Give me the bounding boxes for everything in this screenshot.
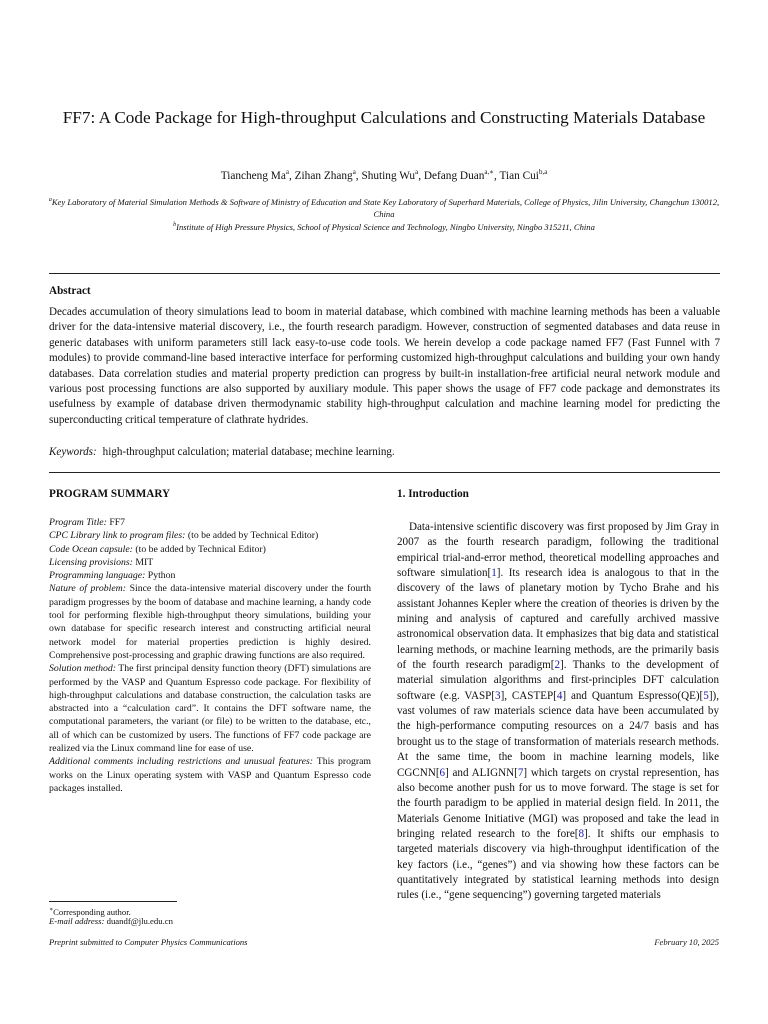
program-summary-body [49, 516, 371, 795]
summary-item: Nature of problem: Since the data-intensive material discovery under the fourth paradigm progresses by the boom of database and machine learning, a handy code tool for performing flexible high-throughput theory simulations, building your own database for specific research interest and constructing artificial neural network model for material properties prediction is highly desired. Comprehensive post-processing and graphic drawing functions are also required. [49, 583, 371, 661]
abstract-bottom-rule [49, 472, 720, 473]
introduction-text: Data-intensive scientific discovery was first proposed by Jim Gray in 2007 as the fourth research paradigm, following the traditional empirical trial-and-error method, theoretical modelling approaches and software simulation[1]. Its research idea is analogous to that in the discovery of the laws of planetary motion by Tycho Brahe and his assistant Johannes Kepler where the creation of theories is driven by the mining and analysis of captured and carefully archived massive astronomical observation data. It emphasizes that big data and statistical learning methods, or machine learning methods, are the primarily basis of the fourth research paradigm[2]. Thanks to the development of material simulation algorithms and first-principles DFT calculation software (e.g. VASP[3], CASTEP[4] and Quantum Espresso(QE)[5]), vast volumes of raw materials science data have been accumulated by the high-performance computing resources on a 24/7 basis and has brought us to the stage of transformation of materials research methods. At the same time, the boom in machine learning models, like CGCNN[6] and ALIGNN[7] which targets on crystal represention, has also become another push for us to move forward. The stage is set for the fourth paradigm to be applied in material design field. In 2011, the Materials Genome Initiative (MGI) was proposed and take the lead in bringing related research to the fore[8]. It shifts our emphasis to targeted materials discovery via high-throughput identification of the key factors (i.e., “genes”) and via showing how these factors can be quantitatively integrated by statistical learning methods into design rules (i.e., “gene sequencing”) governing targeted materials [397, 521, 720, 902]
abstract-text: Decades accumulation of theory simulations lead to boom in material database, which combined with machine learning methods has been a valuable driver for the data-intensive material discovery, i.e., the fourth research paradigm. However, construction of segmented databases and data reuse in generic databases with uniform parameters still lack easy-to-use code tools. We herein develop a code package named FF7 (Fast Funnel with 7 modules) to provide command-line based interactive interface for performing customized high-throughput calculations and building your own handy databases. Data correlation studies and material property prediction can progress by built-in installation-free artificial neural network module and various post processing functions are also supported by auxiliary module. This paper shows the usage of FF7 code package and demonstrates its usefulness by example of database driven thermodynamic stability high-throughput calculation and machine learning model for predicting the superconducting critical temperature of clathrate hydrides. [49, 306, 720, 426]
author: Zihan Zhang$^a$, [294, 168, 362, 182]
author: Defang Duan$^{a,∗}$, [423, 168, 500, 182]
paper-title: FF7: A Code Package for High-throughput Calculations and Constructing Materials Database [62, 108, 706, 127]
email-link[interactable]: duandf@jlu.edu.cn [106, 916, 173, 926]
footnote-corresponding: ∗Corresponding author. [49, 906, 131, 917]
summary-item: Additional comments including restrictions and unusual features: This program works on the Linux operating system with VASP and Quantum Espresso code packages installed. [49, 756, 371, 794]
summary-item: Solution method: The first principal density function theory (DFT) simulations are performed by the VASP and Quantum Espresso code package. For flexibility of high-throughput calculations and database construction, the calculation tasks are abstracted into a “calculation card”. It contains the DFT software name, the computational parameters, the variant (or file) to be written to the database, etc., all of which can be customized by users. The functions of FF7 code package are realized via the Linux command line for ease of use. [49, 663, 371, 755]
citation-link[interactable]: 6 [439, 766, 446, 779]
citation-link[interactable]: 8 [578, 827, 585, 840]
footnote-email: E-mail address: duandf@jlu.edu.cn [49, 916, 173, 926]
citation-link[interactable]: 5 [703, 689, 709, 702]
summary-item: Code Ocean capsule: (to be added by Technical Editor) [49, 543, 266, 555]
citation-link[interactable]: 2 [554, 659, 561, 672]
citation-link[interactable]: 4 [556, 689, 563, 702]
keywords [49, 446, 720, 458]
author: Tiancheng Ma$^a$, [220, 168, 295, 182]
citation-link[interactable]: 1 [491, 567, 497, 580]
summary-item: Programming language: Python [49, 570, 176, 582]
summary-item: CPC Library link to program files: (to be added by Technical Editor) [49, 530, 319, 542]
citation-link[interactable]: 7 [517, 766, 524, 779]
keywords-text: high-throughput calculation; material database; mechine learning. [102, 446, 395, 458]
abstract-top-rule [49, 273, 720, 274]
author: Shuting Wu$^a$, [361, 168, 424, 182]
author-list [40, 168, 728, 182]
summary-item: Program Title: FF7 [49, 517, 126, 528]
introduction-heading: 1. Introduction [397, 488, 469, 500]
footer-journal: Preprint submitted to Computer Physics Communications [49, 937, 248, 947]
affiliation-a: $^a$Key Laboratory of Material Simulation Methods & Software of Ministry of Education and State Key Laboratory of Superhard Materials, College of Physics, Jilin University, Changchun 130012, China [48, 196, 720, 220]
footnote-rule [49, 901, 177, 902]
citation-link[interactable]: 3 [495, 689, 501, 702]
summary-item: Licensing provisions: MIT [49, 556, 154, 568]
footer-date: February 10, 2025 [654, 937, 719, 947]
author: Tian Cui$^{b,a}$ [499, 168, 548, 182]
abstract-heading: Abstract [49, 285, 91, 297]
affiliation-b: $^b$Institute of High Pressure Physics, School of Physical Science and Technology, Ningbo University, Ningbo 315211, China [173, 221, 595, 232]
keywords-label: Keywords: [49, 446, 97, 458]
program-summary-heading: PROGRAM SUMMARY [49, 488, 171, 500]
